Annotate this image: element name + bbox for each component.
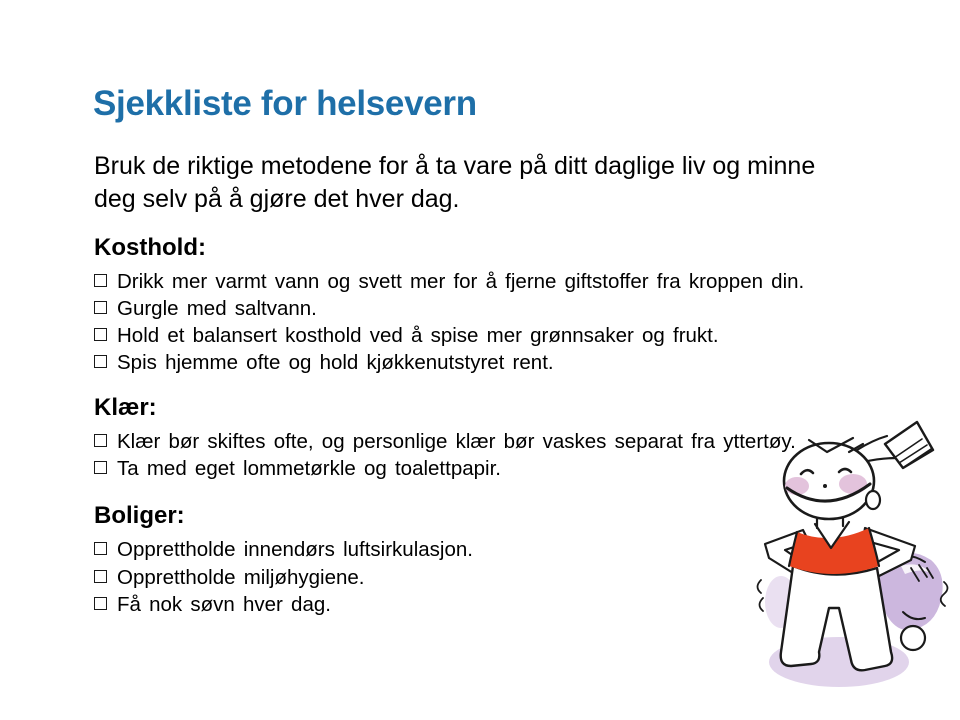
checklist-item-text: Få nok søvn hver dag.: [117, 593, 331, 616]
checklist-item-text: Opprettholde miljøhygiene.: [117, 565, 365, 589]
checkbox-icon: [94, 542, 107, 555]
checklist-item: [94, 322, 804, 349]
intro-line-1: Bruk de riktige metodene for å ta vare på ditt daglige liv og minne: [94, 152, 816, 180]
checklist-item: [94, 268, 804, 295]
checklist-item-text: Klær bør skiftes ofte, og personlige klær bør vaskes separat fra yttertøy.: [117, 430, 796, 453]
slide-title: Sjekkliste for helsevern: [93, 84, 477, 123]
checklist-item: [94, 295, 804, 322]
ear: [866, 491, 880, 509]
checkbox-icon: [94, 274, 107, 287]
checklist-item-text: Ta med eget lommetørkle og toalettpapir.: [117, 457, 501, 480]
checklist-item: [94, 428, 796, 455]
checklist-item-text: Drikk mer varmt vann og svett mer for å fjerne giftstoffer fra kroppen din.: [117, 270, 805, 293]
section-klaer: [94, 394, 796, 482]
checklist-item-text: Opprettholde innendørs luftsirkulasjon.: [117, 538, 473, 561]
checklist-kosthold: [94, 268, 804, 376]
checklist-item-text: Gurgle med saltvann.: [117, 297, 317, 320]
blush-right: [839, 474, 867, 494]
squiggle-left: [758, 580, 764, 611]
checklist-item: [94, 564, 473, 592]
checklist-item-text: Spis hjemme ofte og hold kjøkkenutstyret rent.: [117, 351, 554, 374]
checkbox-icon: [94, 570, 107, 583]
intro-paragraph: [94, 150, 815, 216]
section-kosthold: [94, 234, 804, 376]
checkbox-icon: [94, 355, 107, 368]
nose: [823, 484, 827, 488]
checkbox-icon: [94, 434, 107, 447]
checklist-item: [94, 349, 804, 376]
checklist-klaer: [94, 428, 796, 482]
checkbox-icon: [94, 597, 107, 610]
intro-line-2: deg selv på å gjøre det hver dag.: [94, 185, 460, 213]
checklist-item-text: Hold et balansert kosthold ved å spise mer grønnsaker og frukt.: [117, 324, 719, 347]
checklist-boliger: [94, 536, 473, 619]
child-illustration: [753, 416, 953, 708]
checklist-item: [94, 591, 473, 619]
checkbox-icon: [94, 301, 107, 314]
checklist-item: [94, 455, 796, 482]
checkbox-icon: [94, 461, 107, 474]
section-heading-klaer: Klær:: [94, 394, 157, 421]
checklist-item: [94, 536, 473, 564]
section-boliger: [94, 502, 473, 619]
section-heading-kosthold: Kosthold:: [94, 234, 206, 261]
blush-left: [785, 477, 809, 495]
section-heading-boliger: Boliger:: [94, 502, 185, 529]
checkbox-icon: [94, 328, 107, 341]
